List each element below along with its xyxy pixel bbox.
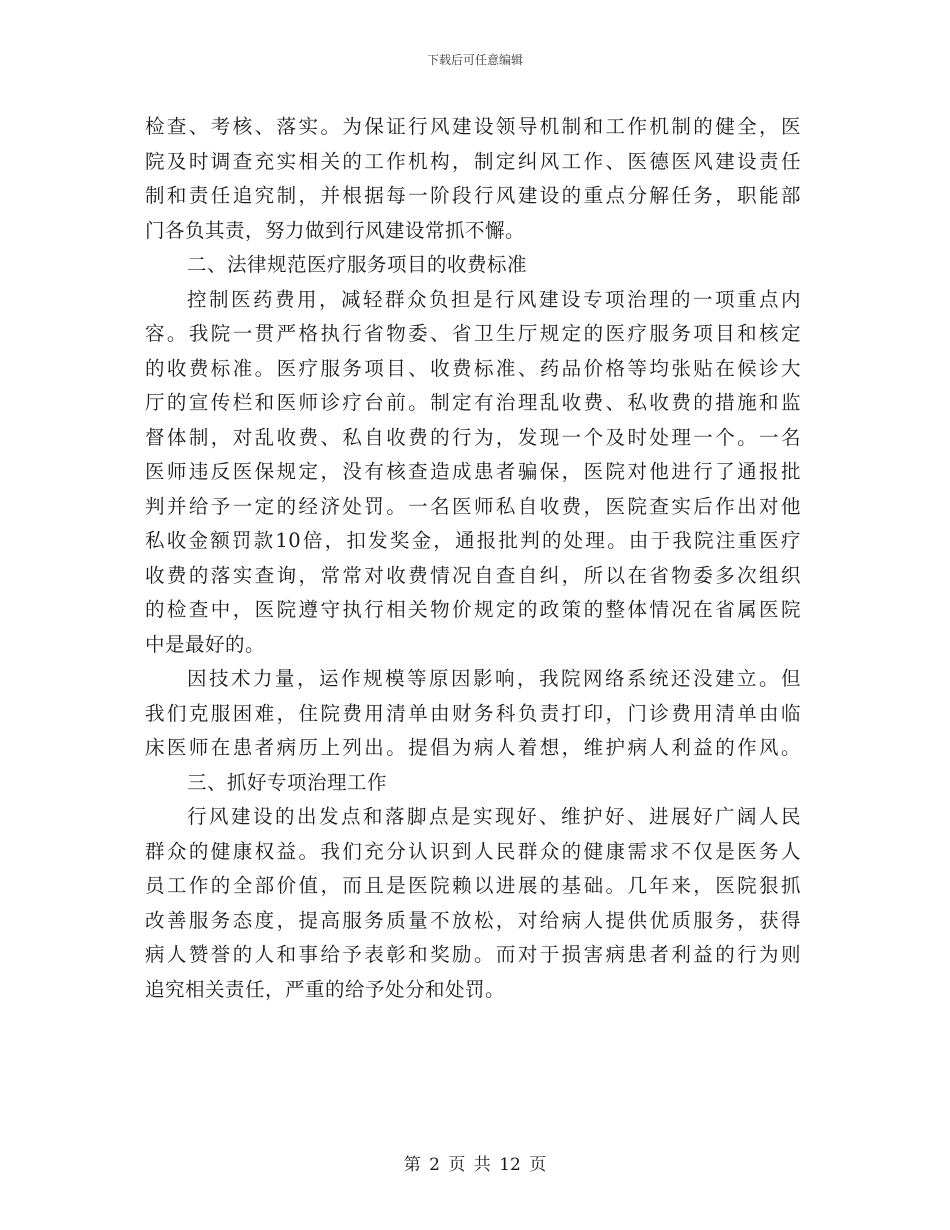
text-line: 中是最好的。: [145, 632, 266, 656]
text-line: 的收费标准。医疗服务项目、收费标准、药品价格等均张贴在候诊大: [145, 356, 801, 380]
text-line: 容。我院一贯严格执行省物委、省卫生厅规定的医疗服务项目和核定: [145, 322, 801, 345]
text-line: 判并给予一定的经济处罚。一名医师私自收费，医院查实后作出对他: [145, 494, 801, 518]
text-line: 检查、考核、落实。为保证行风建设领导机制和工作机制的健全，医: [145, 115, 801, 138]
text-line: 制和责任追究制，并根据每一阶段行风建设的重点分解任务，职能部: [145, 184, 801, 207]
text-line: 因技术力量，运作规模等原因影响，我院网络系统还没建立。但: [187, 667, 801, 690]
text-line: 床医师在患者病历上列出。提倡为病人着想，维护病人利益的作风。: [145, 736, 801, 759]
text-line: 群众的健康权益。我们充分认识到人民群众的健康需求不仅是医务人: [145, 839, 801, 863]
document-body: [145, 110, 801, 1007]
text-line: 控制医药费用，减轻群众负担是行风建设专项治理的一项重点内: [187, 287, 801, 311]
text-line: 我们克服困难，住院费用清单由财务科负责打印，门诊费用清单由临: [145, 701, 801, 725]
text-line: 院及时调查充实相关的工作机构，制定纠风工作、医德医风建设责任: [145, 149, 801, 173]
text-line: 医师违反医保规定，没有核查造成患者骗保，医院对他进行了通报批: [145, 460, 801, 483]
page-header: 下载后可任意编辑: [426, 53, 523, 67]
text-line: 督体制，对乱收费、私自收费的行为，发现一个及时处理一个。一名: [145, 425, 801, 449]
text-line: 追究相关责任，严重的给予处分和处罚。: [145, 977, 506, 1001]
text-line: 收费的落实查询，常常对收费情况自查自纠，所以在省物委多次组织: [145, 563, 801, 587]
text-line: 二、法律规范医疗服务项目的收费标准: [187, 253, 528, 276]
text-line: 的检查中，医院遵守执行相关物价规定的政策的整体情况在省属医院: [145, 598, 801, 621]
text-line: 病人赞誉的人和事给予表彰和奖励。而对于损害病患者利益的行为则: [145, 943, 801, 966]
text-line: 厅的宣传栏和医师诊疗台前。制定有治理乱收费、私收费的措施和监: [145, 391, 801, 414]
page-number-footer: 第 2 页 共 12 页: [403, 1155, 547, 1175]
text-line: 员工作的全部价值，而且是医院赖以进展的基础。几年来，医院狠抓: [145, 874, 801, 897]
text-line: 行风建设的出发点和落脚点是实现好、维护好、进展好广阔人民: [187, 805, 801, 828]
text-line: 改善服务态度，提高服务质量不放松，对给病人提供优质服务，获得: [145, 908, 801, 932]
text-line: 三、抓好专项治理工作: [187, 770, 388, 794]
text-line: 门各负其责，努力做到行风建设常抓不懈。: [145, 218, 526, 242]
text-line: 私收金额罚款10倍，扣发奖金，通报批判的处理。由于我院注重医疗: [145, 529, 801, 552]
